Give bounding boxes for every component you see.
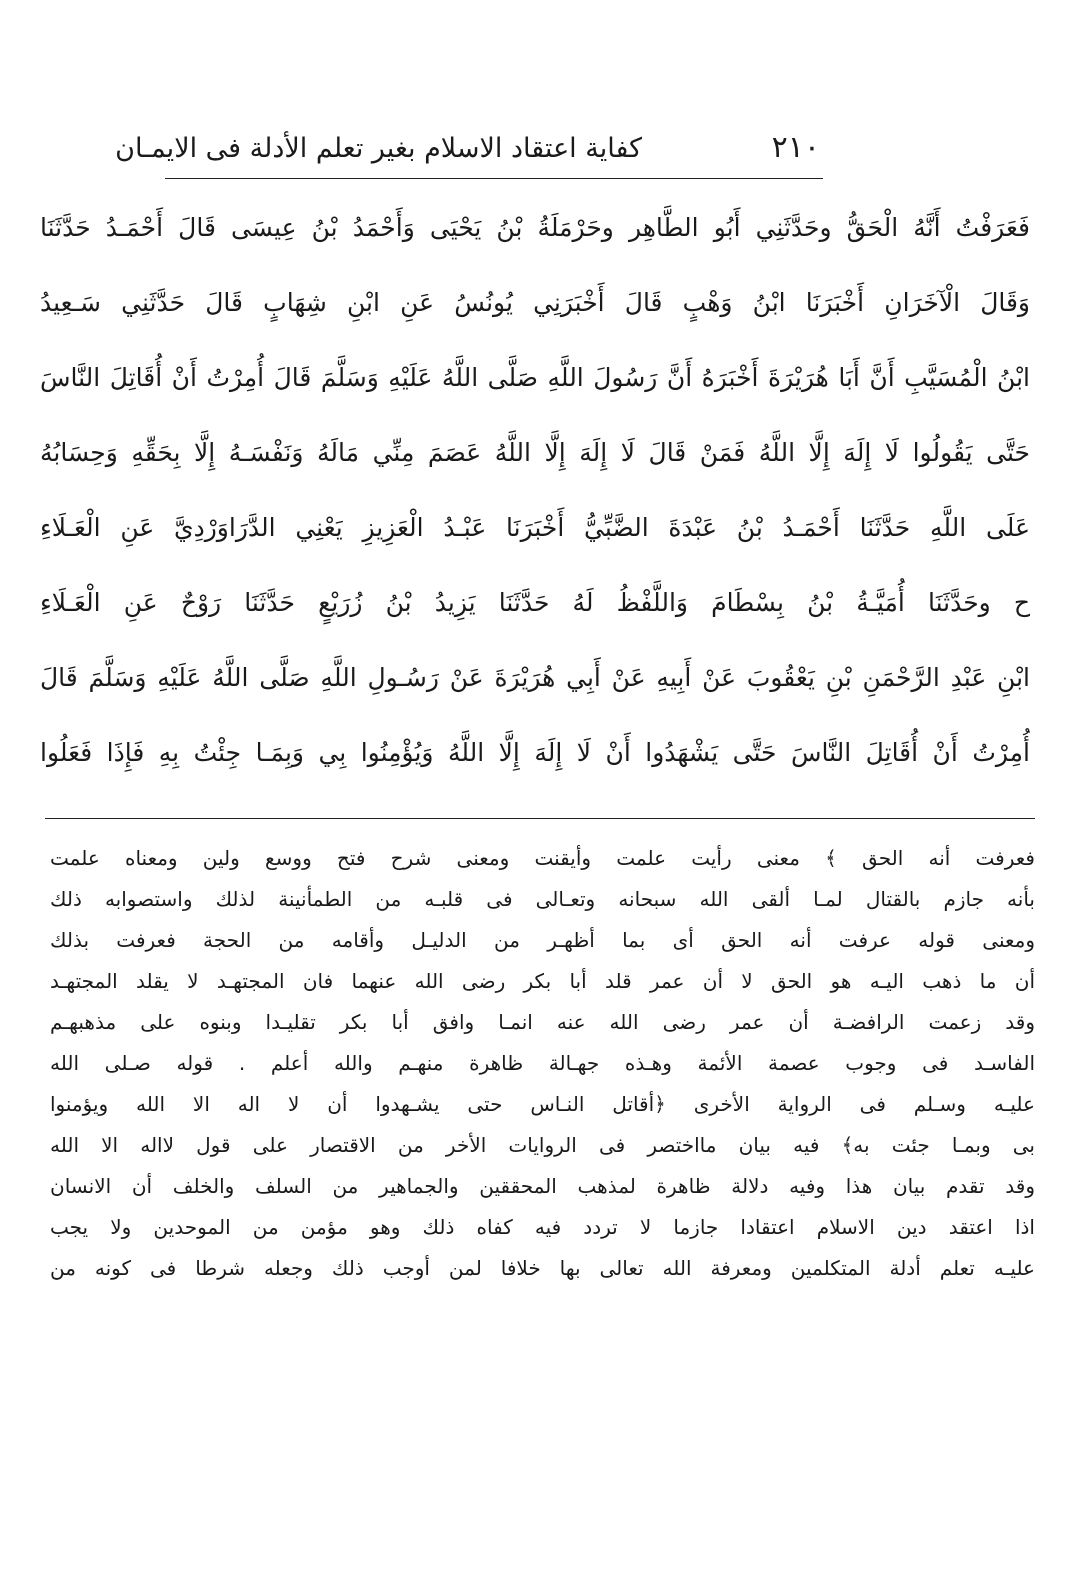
- hadith-line: حَتَّى يَقُولُوا لَا إِلَهَ إِلَّا اللَّهُ فَمَنْ قَالَ لَا إِلَهَ إِلَّا اللَّهُ عَصَمَ مِنِّي مَالَهُ وَنَفْسَـهُ إِلَّا بِحَقِّهِ وَحِسَابُهُ: [40, 438, 1030, 467]
- section-divider: [45, 818, 1035, 819]
- commentary-line: ومعنى قوله عرفت أنه الحق أى بما أظهـر من الدليـل وأقامه من الحجة فعرفت بذلك: [50, 928, 1035, 952]
- hadith-line: عَلَى اللَّهِ حَدَّثَنَا أَحْمَـدُ بْنُ عَبْدَةَ الضَّبِّيُّ أَخْبَرَنَا عَبْـدُ الْعَزِيزِ يَعْنِي الدَّرَاوَرْدِيَّ عَنِ الْعَـلَاءِ: [40, 513, 1030, 542]
- header-rule: [165, 178, 823, 179]
- commentary-text-block: [50, 838, 1035, 1289]
- commentary-line: وقد زعمت الرافضـة أن عمر رضى الله عنه انمـا وافق أبا بكر تقليـدا وبنوه على مذهبهـم: [50, 1010, 1035, 1034]
- hadith-line: أُمِرْتُ أَنْ أُقَاتِلَ النَّاسَ حَتَّى يَشْهَدُوا أَنْ لَا إِلَهَ إِلَّا اللَّهُ وَيُؤْمِنُوا بِي وَبِمَـا جِئْتُ بِهِ فَإِذَا فَعَلُوا: [40, 738, 1030, 767]
- hadith-line: ح وحَدَّثَنَا أُمَيَّـةُ بْنُ بِسْطَامَ وَاللَّفْظُ لَهُ حَدَّثَنَا يَزِيدُ بْنُ زُرَيْعٍ حَدَّثَنَا رَوْحٌ عَنِ الْعَـلَاءِ: [40, 588, 1030, 617]
- commentary-line: فعرفت أنه الحق ﴾ معنى رأيت علمت وأيقنت ومعنى شرح فتح ووسع ولين ومعناه علمت: [50, 846, 1035, 870]
- hadith-text-block: [40, 190, 1030, 790]
- page-header: [115, 126, 820, 170]
- commentary-line: وقد تقدم بيان هذا وفيه دلالة ظاهرة لمذهب المحققين والجماهير من السلف والخلف أن الانسان: [50, 1174, 1035, 1198]
- hadith-line: فَعَرَفْتُ أَنَّهُ الْحَقُّ وحَدَّثَنِي أَبُو الطَّاهِر وحَرْمَلَةُ بْنُ يَحْيَى وَأَحْمَدُ بْنُ عِيسَى قَالَ أَحْمَـدُ حَدَّثَنَا: [40, 213, 1030, 242]
- commentary-line: بأنه جازم بالقتال لمـا ألقى الله سبحانه وتعـالى فى قلبـه من الطمأنينة لذلك واستصوابه ذلك: [50, 887, 1035, 911]
- commentary-line: الفاسـد فى وجوب عصمة الأئمة وهـذه جهـالة ظاهرة منهـم والله أعلم . قوله صـلى الله: [50, 1051, 1035, 1075]
- page-number: ٢١٠: [771, 130, 820, 165]
- commentary-line: عليـه وسـلم فى الرواية الأخرى ﴿أقاتل النـاس حتى يشـهدوا أن لا اله الا الله ويؤمنوا: [50, 1092, 1035, 1116]
- hadith-line: وَقَالَ الْآخَرَانِ أَخْبَرَنَا ابْنُ وَهْبٍ قَالَ أَخْبَرَنِي يُونُسُ عَنِ ابْنِ شِهَابٍ قَالَ حَدَّثَنِي سَـعِيدُ: [40, 288, 1030, 317]
- commentary-line: اذا اعتقد دين الاسلام اعتقادا جازما لا تردد فيه كفاه ذلك وهو مؤمن من الموحدين ولا يجب: [50, 1215, 1035, 1239]
- running-title: كفاية اعتقاد الاسلام بغير تعلم الأدلة فى الايمـان: [115, 133, 642, 164]
- commentary-line: بى وبمـا جئت به﴾ فيه بيان مااختصر فى الروايات الأخر من الاقتصار على قول لااله الا الله: [50, 1133, 1035, 1157]
- hadith-line: ابْنِ عَبْدِ الرَّحْمَنِ بْنِ يَعْقُوبَ عَنْ أَبِيهِ عَنْ أَبِي هُرَيْرَةَ عَنْ رَسُـولِ اللَّهِ صَلَّى اللَّهُ عَلَيْهِ وَسَلَّمَ قَالَ: [40, 663, 1030, 692]
- commentary-line: أن ما ذهب اليـه هو الحق لا أن عمر قلد أبا بكر رضى الله عنهما فان المجتهـد لا يقلد المجتهـد: [50, 969, 1035, 993]
- commentary-line: عليـه تعلم أدلة المتكلمين ومعرفة الله تعالى بها خلافا لمن أوجب ذلك وجعله شرطا فى كونه من: [50, 1256, 1035, 1280]
- hadith-line: ابْنُ الْمُسَيَّبِ أَنَّ أَبَا هُرَيْرَةَ أَخْبَرَهُ أَنَّ رَسُولَ اللَّهِ صَلَّى اللَّهُ عَلَيْهِ وَسَلَّمَ قَالَ أُمِرْتُ أَنْ أُقَاتِلَ النَّاسَ: [40, 363, 1030, 392]
